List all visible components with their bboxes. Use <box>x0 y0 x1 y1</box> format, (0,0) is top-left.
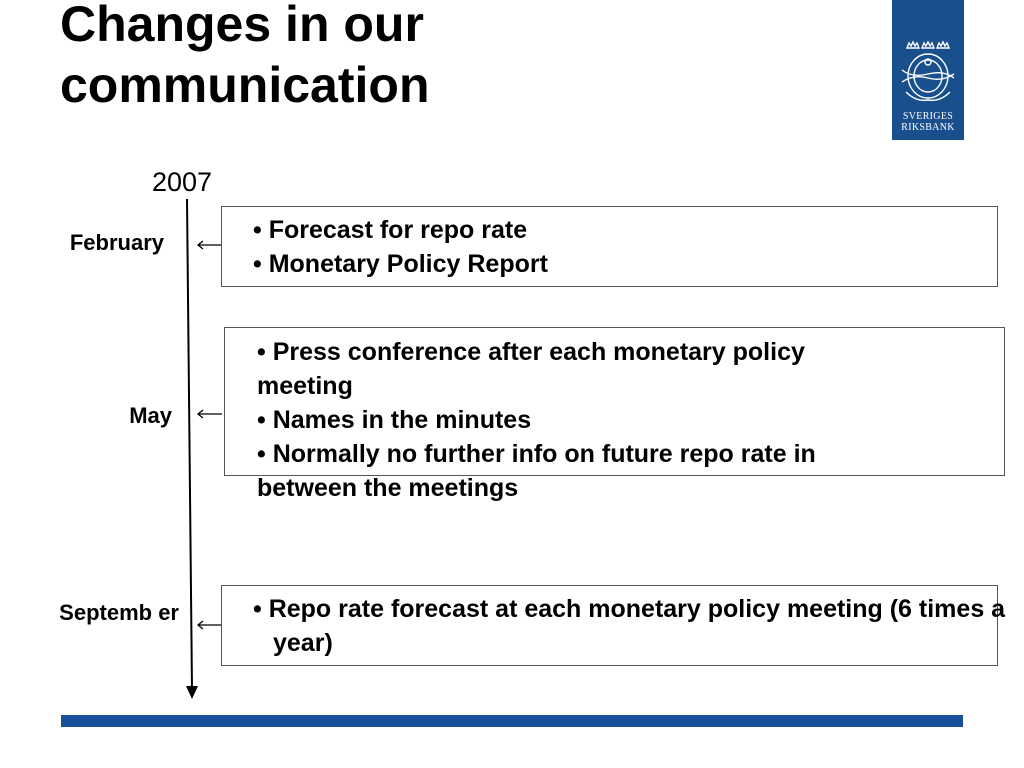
slide-title: Changes in our communication <box>60 0 430 113</box>
connector-arrow-may <box>198 410 222 418</box>
month-label-september: Septemb er <box>59 600 179 625</box>
list-item: • Forecast for repo rate <box>253 216 528 244</box>
list-item: • Names in the minutes <box>257 406 532 434</box>
connector-arrow-february <box>198 241 221 249</box>
timeline-arrowhead-icon <box>186 686 198 699</box>
event-list-february <box>253 213 993 281</box>
logo-text-line2: RIKSBANK <box>901 122 955 133</box>
month-label-may: May <box>129 403 172 428</box>
bullet-text: Monetary Policy Report <box>268 250 548 278</box>
month-label-february: February <box>69 230 164 255</box>
list-item: • Press conference after each monetary policy meeting <box>257 338 805 400</box>
connector-arrow-september <box>198 621 221 629</box>
event-list-may <box>257 335 907 505</box>
bullet-text: Names in the minutes <box>272 406 532 434</box>
bullet-text: Forecast for repo rate <box>268 216 528 244</box>
bullet-text: Repo rate forecast at each monetary policy meeting (6 times a year) <box>268 595 1006 657</box>
timeline-year: 2007 <box>152 167 213 197</box>
bullet-text: Normally no further info on future repo rate in between the meetings <box>257 440 816 502</box>
logo-text-line1: SVERIGES <box>902 111 954 122</box>
list-item: • Normally no further info on future repo rate in between the meetings <box>257 440 816 502</box>
footer-bar <box>61 715 963 727</box>
timeline-axis-line <box>187 199 192 690</box>
bullet-text: Press conference after each monetary policy meeting <box>257 338 805 400</box>
event-list-september <box>253 592 1013 660</box>
list-item: • Repo rate forecast at each monetary policy meeting (6 times a year) <box>253 595 1006 657</box>
list-item: • Monetary Policy Report <box>253 250 548 278</box>
